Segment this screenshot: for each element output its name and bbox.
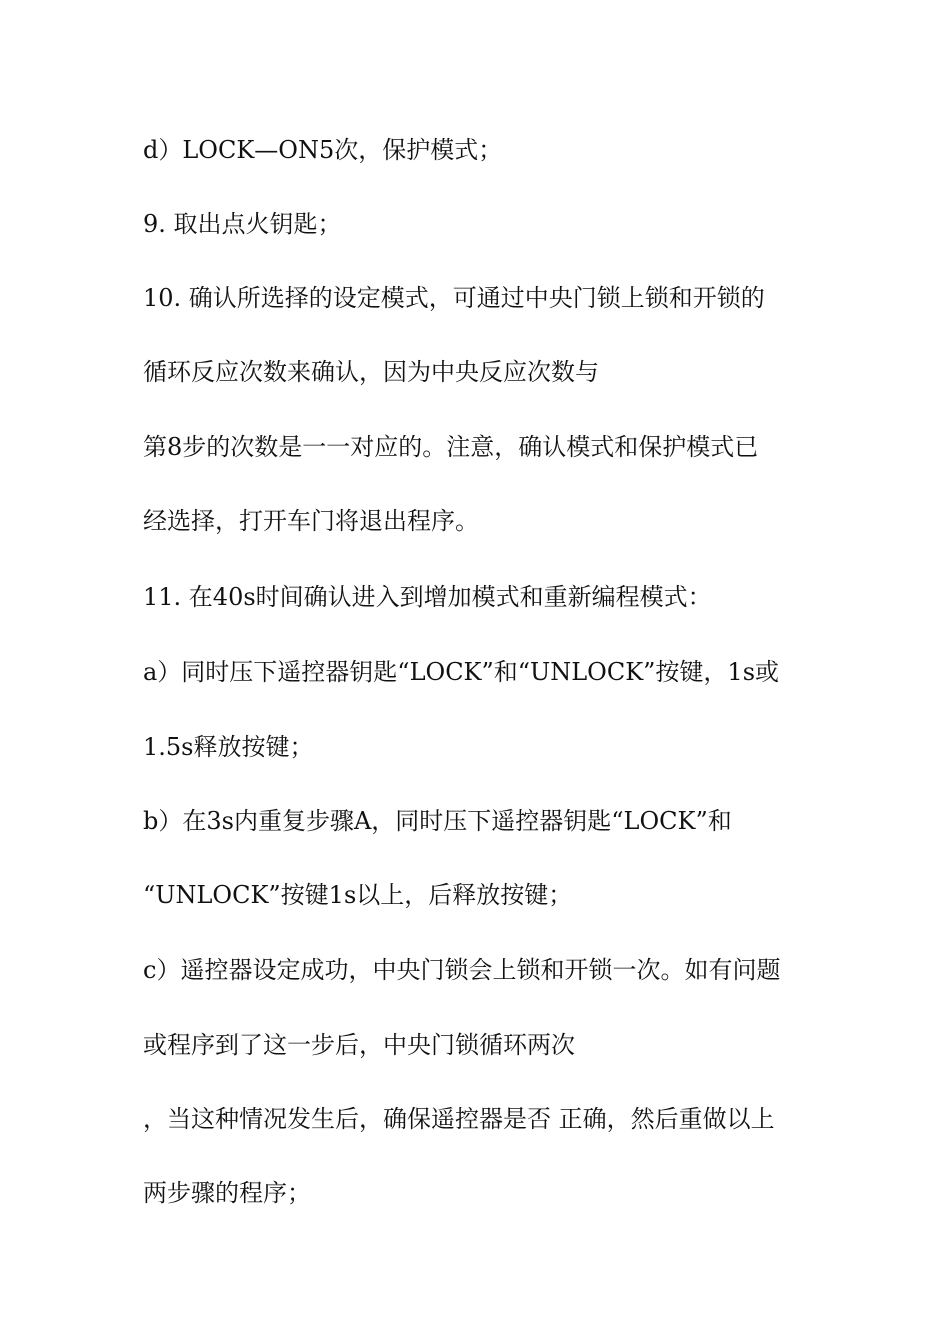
text-line: 经选择，打开车门将退出程序。: [143, 507, 479, 535]
text-line: a）同时压下遥控器钥匙“LOCK”和“UNLOCK”按键，1s或: [143, 658, 780, 686]
text-line: 循环反应次数来确认，因为中央反应次数与: [143, 358, 599, 386]
text-line: 或程序到了这一步后，中央门锁循环两次: [143, 1031, 575, 1059]
text-line: 9. 取出点火钥匙；: [143, 210, 342, 238]
text-line: 10. 确认所选择的设定模式，可通过中央门锁上锁和开锁的: [143, 284, 765, 312]
text-line: “UNLOCK”按键1s以上，后释放按键；: [143, 881, 573, 909]
text-line: 11. 在40s时间确认进入到增加模式和重新编程模式：: [143, 583, 712, 611]
text-line: 第8步的次数是一一对应的。注意，确认模式和保护模式已: [143, 433, 759, 461]
text-line: ，当这种情况发生后，确保遥控器是否 正确，然后重做以上: [143, 1105, 775, 1133]
text-line: 1.5s释放按键；: [143, 733, 314, 761]
text-line: b）在3s内重复步骤A，同时压下遥控器钥匙“LOCK”和: [143, 807, 732, 835]
text-line: c）遥控器设定成功，中央门锁会上锁和开锁一次。如有问题: [143, 956, 781, 984]
text-line: 两步骤的程序；: [143, 1179, 311, 1207]
text-line: d）LOCK—ON5次，保护模式；: [143, 136, 503, 164]
